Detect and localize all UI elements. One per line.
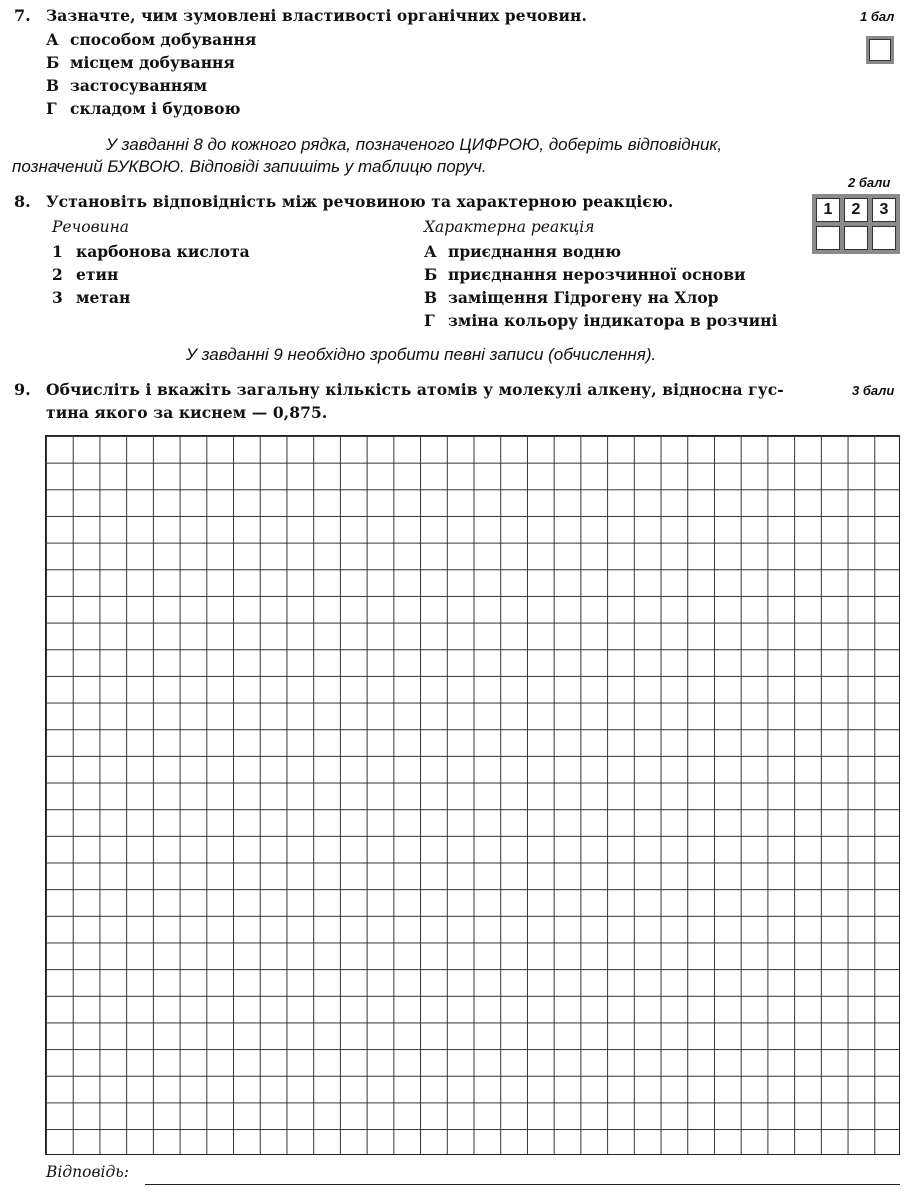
- q8-right-item-c-letter: В: [424, 288, 438, 307]
- q8-right-item-b-letter: Б: [424, 265, 438, 284]
- q7-option-c-letter: В: [46, 76, 60, 95]
- instruction-8-line2: позначений БУКВОЮ. Відповіді запишіть у таблицю поруч.: [12, 157, 487, 176]
- q8-left-item-3-text: метан: [76, 288, 131, 307]
- answer-input-line[interactable]: [145, 1180, 900, 1185]
- q8-right-item-c: [424, 288, 719, 307]
- q8-left-item-2: [52, 265, 118, 284]
- q8-right-item-a-letter: А: [424, 242, 437, 261]
- q8-right-item-c-text: заміщення Гідрогену на Хлор: [448, 288, 719, 307]
- q8-right-item-a: [424, 242, 621, 261]
- q7-option-d-letter: Г: [46, 99, 57, 118]
- q8-left-item-2-text: етин: [76, 265, 119, 284]
- q8-left-item-1-text: карбонова кислота: [76, 242, 250, 261]
- calculation-grid[interactable]: [45, 435, 900, 1155]
- q8-answer-cell-1[interactable]: [816, 226, 840, 250]
- q8-number: 8.: [14, 192, 31, 211]
- q7-option-c: [46, 76, 207, 95]
- q8-right-item-d-letter: Г: [424, 311, 435, 330]
- q9-text-line1: Обчисліть і вкажіть загальну кількість атомів у молекулі алкену, відносна гус-: [46, 380, 784, 399]
- q8-answer-cell-3[interactable]: [872, 226, 896, 250]
- q8-answer-table: [812, 194, 900, 254]
- q8-right-item-b: [424, 265, 746, 284]
- q8-right-item-b-text: приєднання нерозчинної основи: [448, 265, 746, 284]
- q8-table-header-3: 3: [872, 198, 896, 222]
- q7-option-a-text: способом добування: [70, 30, 257, 49]
- q9-number: 9.: [14, 380, 31, 399]
- q7-option-a: [46, 30, 256, 49]
- q8-right-item-d: [424, 311, 777, 330]
- instruction-9: У завданні 9 необхідно зробити певні записи (обчислення).: [186, 345, 657, 364]
- q8-left-item-3-num: 3: [52, 288, 63, 307]
- q7-number: 7.: [14, 6, 31, 25]
- q8-table-header-2: 2: [844, 198, 868, 222]
- q7-option-d: [46, 99, 240, 118]
- q7-option-a-letter: А: [46, 30, 59, 49]
- q8-left-item-1-num: 1: [52, 242, 63, 261]
- q8-right-item-a-text: приєднання водню: [448, 242, 622, 261]
- q8-right-header: Характерна реакція: [424, 218, 595, 236]
- q8-right-item-d-text: зміна кольору індикатора в розчині: [448, 311, 778, 330]
- q8-answer-cell-2[interactable]: [844, 226, 868, 250]
- q8-left-item-2-num: 2: [52, 265, 63, 284]
- q8-text: Установіть відповідність між речовиною та характерною реакцією.: [46, 192, 674, 211]
- q9-text-line2: тина якого за киснем — 0,875.: [46, 403, 328, 422]
- answer-label: Відповідь:: [46, 1163, 129, 1181]
- q8-left-item-1: [52, 242, 250, 261]
- q7-answer-cell[interactable]: [869, 39, 891, 61]
- q7-option-b: [46, 53, 235, 72]
- q7-option-d-text: складом і будовою: [70, 99, 241, 118]
- q7-option-b-text: місцем добування: [70, 53, 235, 72]
- q8-score: 2 бали: [848, 175, 891, 190]
- instruction-8-line1: У завданні 8 до кожного рядка, позначеного ЦИФРОЮ, доберіть відповідник,: [106, 135, 723, 154]
- q8-table-header-1: 1: [816, 198, 840, 222]
- q9-score: 3 бали: [852, 383, 895, 398]
- q7-score: 1 бал: [860, 9, 895, 24]
- q7-option-b-letter: Б: [46, 53, 60, 72]
- q7-text: Зазначте, чим зумовлені властивості органічних речовин.: [46, 6, 587, 25]
- q8-left-item-3: [52, 288, 130, 307]
- q8-left-header: Речовина: [52, 218, 130, 236]
- q7-answer-box[interactable]: [866, 36, 894, 64]
- q7-option-c-text: застосуванням: [70, 76, 208, 95]
